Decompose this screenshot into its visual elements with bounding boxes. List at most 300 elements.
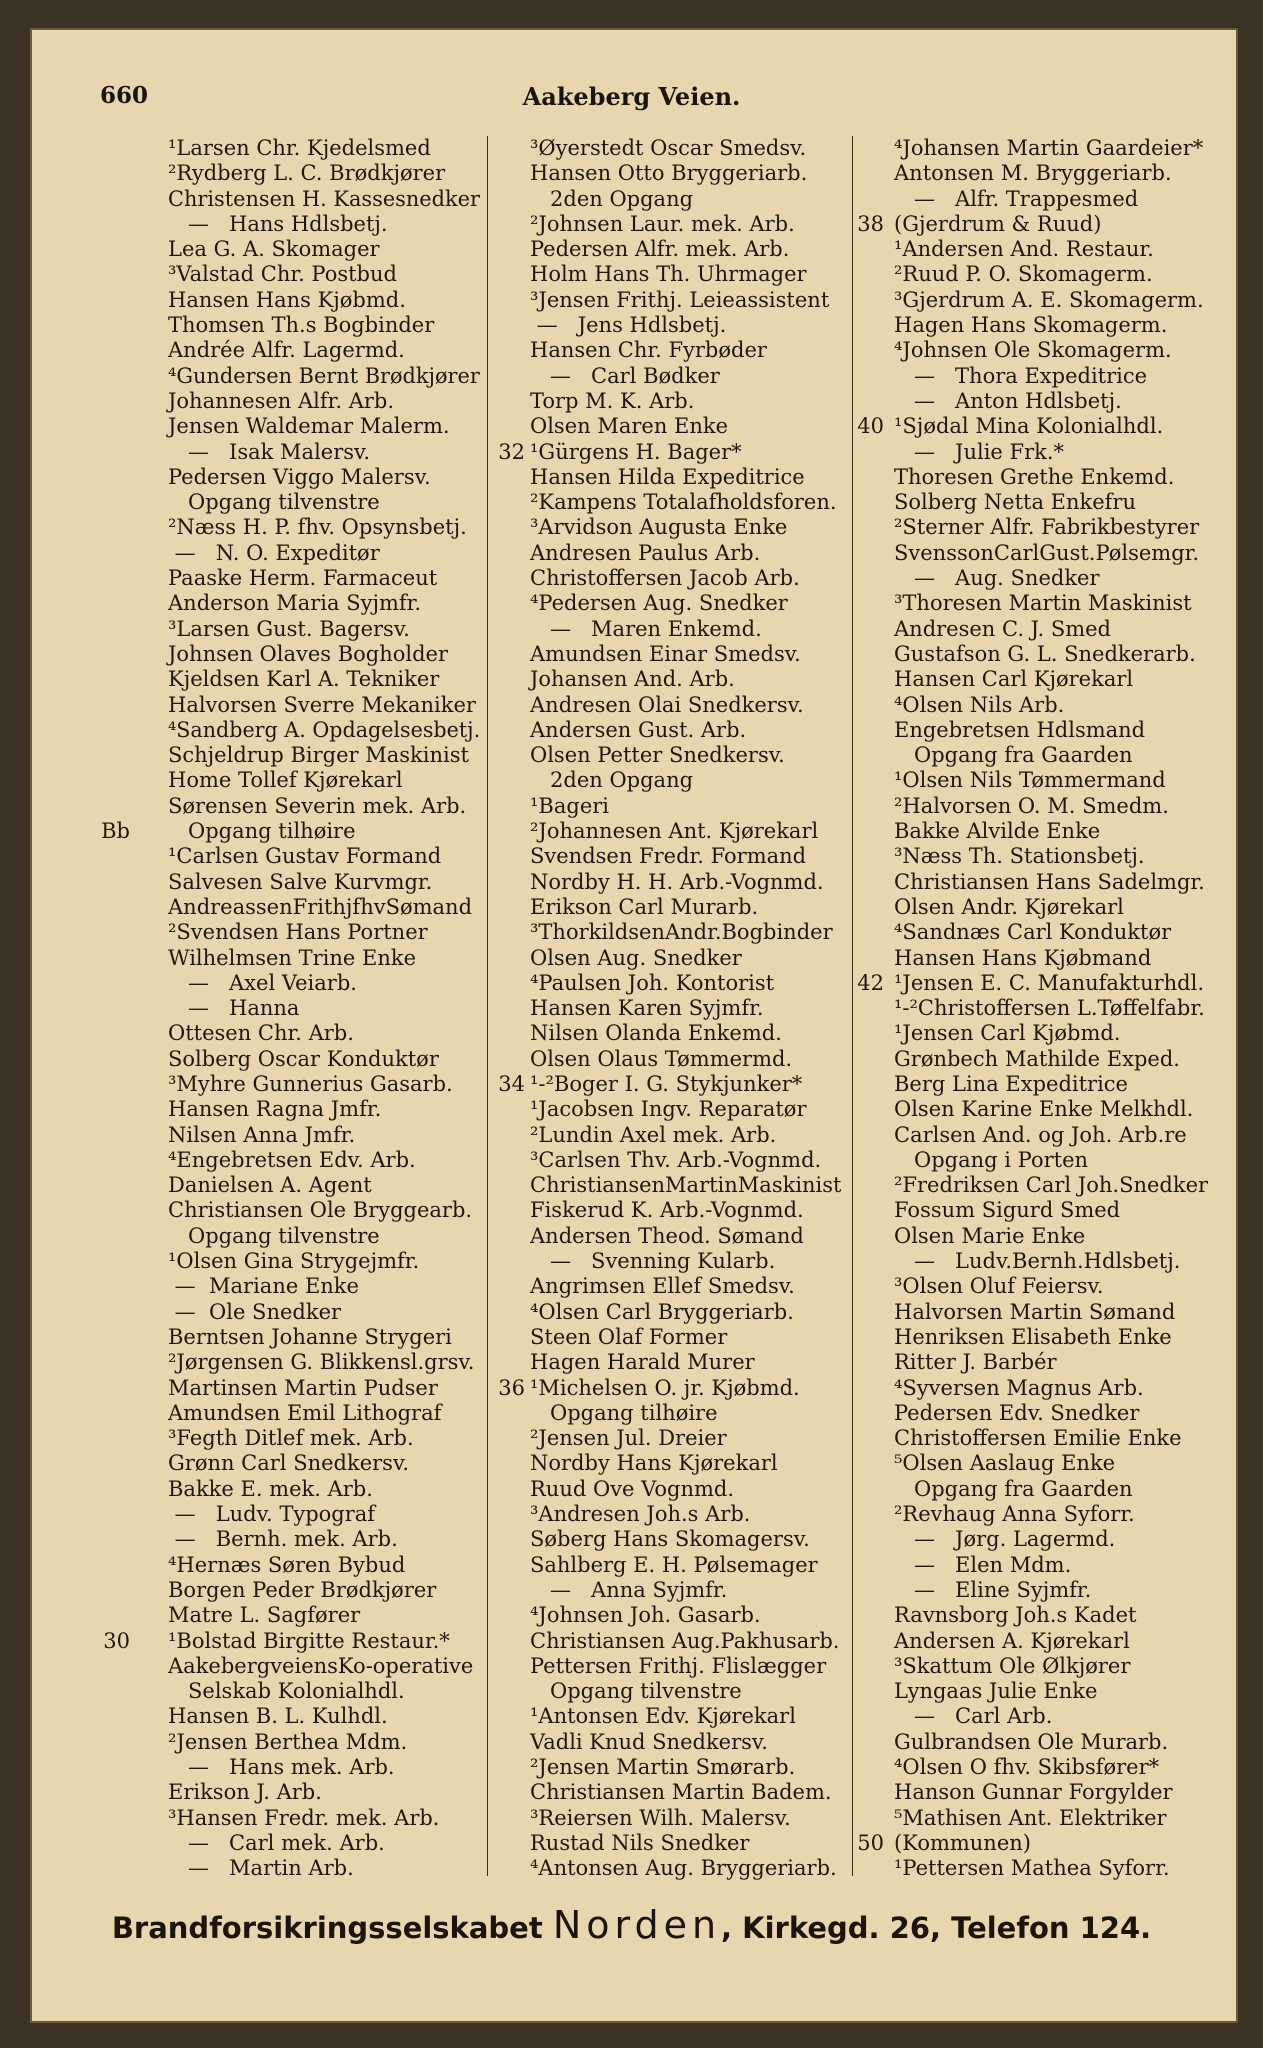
resident-text: ³Olsen Oluf Feiersv. (894, 1274, 1104, 1299)
resident-text: Hansen Chr. Fyrbøder (530, 338, 767, 363)
directory-entry (112, 1730, 484, 1755)
resident-text: ¹Pettersen Mathea Syforr. (894, 1856, 1170, 1881)
directory-entry (487, 1021, 852, 1046)
directory-entry (112, 642, 484, 667)
directory-entry (487, 1426, 852, 1451)
page-number: 660 (100, 82, 149, 109)
resident-text: Ruud Ove Vognmd. (530, 1476, 735, 1501)
directory-entry (852, 465, 1232, 490)
directory-entry (112, 161, 484, 186)
directory-entry (112, 1021, 484, 1046)
resident-text: Matre L. Sagfører (168, 1603, 361, 1628)
resident-text: Borgen Peder Brødkjører (168, 1577, 437, 1602)
directory-entry (487, 946, 852, 971)
directory-entry (487, 768, 852, 793)
directory-entry (487, 1148, 852, 1173)
resident-text: — Elen Mdm. (894, 1552, 1072, 1577)
resident-text: (Gjerdrum & Ruud) (894, 211, 1102, 236)
resident-text: ²Næss H. P. fhv. Opsynsbetj. (168, 515, 467, 540)
directory-entry (112, 1401, 484, 1426)
resident-text: — Mariane Enke (168, 1274, 359, 1299)
resident-text: ³Jensen Frithj. Leieassistent (530, 287, 830, 312)
resident-text: Rustad Nils Snedker (530, 1830, 750, 1855)
resident-text: Angrimsen Ellef Smedsv. (530, 1274, 795, 1299)
directory-entry (852, 1856, 1232, 1881)
resident-text: Schjeldrup Birger Maskinist (168, 743, 469, 768)
resident-text: ⁴Johansen Martin Gaardeier* (894, 136, 1204, 160)
resident-text: Jensen Waldemar Malerm. (168, 414, 450, 439)
directory-entry (101, 819, 484, 844)
directory-entry (487, 541, 852, 566)
directory-entry (487, 1578, 852, 1603)
resident-text: Hansen Hans Kjøbmand (894, 945, 1152, 970)
resident-text: Hansen Ragna Jmfr. (168, 1097, 382, 1122)
resident-text: Ravnsborg Joh.s Kadet (894, 1603, 1137, 1628)
resident-text: Gulbrandsen Ole Murarb. (894, 1729, 1169, 1754)
directory-entry (487, 667, 852, 692)
resident-text: — Hans Hdlsbetj. (168, 211, 388, 236)
resident-text: Kjeldsen Karl A. Tekniker (168, 667, 440, 692)
resident-text: 2den Opgang (530, 186, 694, 211)
directory-entry (112, 1047, 484, 1072)
directory-entry (487, 1072, 852, 1097)
resident-text: ²Johannesen Ant. Kjørekarl (530, 819, 819, 844)
directory-entry (112, 490, 484, 515)
resident-text: ¹Bolstad Birgitte Restaur.* (168, 1628, 450, 1653)
directory-entry (852, 1325, 1232, 1350)
directory-entry (852, 541, 1232, 566)
resident-text: ²Svendsen Hans Portner (168, 920, 428, 945)
resident-text: — Maren Enkemd. (530, 616, 762, 641)
directory-entry (487, 794, 852, 819)
resident-text: Hansen Hilda Expeditrice (530, 464, 805, 489)
directory-entry (487, 1350, 852, 1375)
resident-text: ⁴Antonsen Aug. Bryggeriarb. (530, 1856, 837, 1881)
directory-entry (852, 1704, 1232, 1729)
directory-entry (487, 465, 852, 490)
directory-entry (852, 946, 1232, 971)
resident-text: Hagen Hans Skomagerm. (894, 313, 1168, 338)
directory-entry (112, 440, 484, 465)
directory-entry (487, 1629, 852, 1654)
directory-entry (487, 1198, 852, 1223)
directory-entry (112, 1527, 484, 1552)
directory-entry (852, 971, 1232, 996)
directory-entry (112, 1198, 484, 1223)
resident-text: Nilsen Olanda Enkemd. (530, 1021, 782, 1046)
resident-text: Lyngaas Julie Enke (894, 1679, 1098, 1704)
resident-text: Opgang tilhøire (530, 1400, 718, 1425)
directory-entry (852, 1679, 1232, 1704)
directory-entry (487, 414, 852, 439)
resident-text: Fossum Sigurd Smed (894, 1198, 1121, 1223)
resident-text: ²Ruud P. O. Skomagerm. (894, 262, 1153, 287)
house-number: 34 (498, 1071, 525, 1096)
resident-text: Olsen Karine Enke Melkhdl. (894, 1097, 1194, 1122)
resident-text: Berntsen Johanne Strygeri (168, 1324, 452, 1349)
directory-entry (103, 1628, 484, 1654)
directory-entry (112, 1502, 484, 1527)
resident-text: ¹Olsen Gina Strygejmfr. (168, 1249, 420, 1274)
resident-text: ²Jensen Jul. Dreier (530, 1426, 727, 1451)
directory-entry (852, 136, 1232, 161)
directory-entry (852, 338, 1232, 363)
directory-entry (487, 440, 852, 465)
resident-text: — Jørg. Lagermd. (894, 1527, 1116, 1552)
house-number: Bb (101, 819, 130, 844)
directory-entry (487, 895, 852, 920)
resident-text: Pettersen Frithj. Flislægger (530, 1653, 827, 1678)
resident-text: Opgang fra Gaarden (894, 743, 1133, 768)
resident-text: — Carl Bødker (530, 363, 720, 388)
resident-text: Ritter J. Barbér (894, 1350, 1057, 1375)
directory-entry (112, 768, 484, 793)
directory-entry (112, 920, 484, 945)
resident-text: — Hans mek. Arb. (168, 1755, 395, 1779)
resident-text: Erikson J. Arb. (168, 1780, 322, 1805)
resident-text: ¹Olsen Nils Tømmermand (894, 768, 1166, 793)
resident-text: ⁴Olsen O fhv. Skibsfører* (894, 1755, 1160, 1779)
directory-entry (112, 667, 484, 692)
resident-text: Carlsen And. og Joh. Arb.re (894, 1122, 1187, 1147)
directory-entry (112, 338, 484, 363)
directory-entry (852, 718, 1232, 743)
resident-text: Christensen H. Kassesnedker (168, 186, 480, 211)
directory-entry (112, 1780, 484, 1805)
resident-text: — Anton Hdlsbetj. (894, 388, 1122, 413)
directory-entry (852, 667, 1232, 692)
directory-entry (487, 1553, 852, 1578)
resident-text: Hansen B. L. Kulhdl. (168, 1704, 388, 1729)
resident-text: Christiansen Aug.Pakhusarb. (530, 1628, 840, 1653)
directory-entry (852, 212, 1232, 237)
directory-entry (112, 1856, 484, 1881)
house-number: 50 (857, 1830, 884, 1855)
resident-text: Vadli Knud Snedkersv. (530, 1729, 768, 1754)
resident-text: ³ThorkildsenAndr.Bogbinder (530, 920, 833, 945)
directory-entry (112, 515, 484, 540)
resident-text: Andresen Olai Snedkersv. (530, 692, 804, 717)
directory-entry (487, 187, 852, 212)
directory-entry (112, 1224, 484, 1249)
directory-entry (112, 566, 484, 591)
directory-entry (112, 313, 484, 338)
directory-entry (112, 237, 484, 262)
directory-entry (852, 1730, 1232, 1755)
directory-entry (487, 1047, 852, 1072)
resident-text: ⁴Sandberg A. Opdagelsesbetj. (168, 717, 481, 742)
resident-text: ⁵Mathisen Ant. Elektriker (894, 1805, 1167, 1830)
directory-entry (487, 1603, 852, 1628)
resident-text: ¹Antonsen Edv. Kjørekarl (530, 1704, 796, 1729)
directory-entry (112, 617, 484, 642)
resident-text: (Kommunen) (894, 1830, 1031, 1855)
directory-entry (487, 1173, 852, 1198)
directory-entry (487, 1249, 852, 1274)
directory-entry (112, 1654, 484, 1679)
resident-text: Nordby H. H. Arb.-Vognmd. (530, 869, 824, 894)
directory-entry (112, 1072, 484, 1097)
resident-text: ⁴Hernæs Søren Bybud (168, 1552, 406, 1577)
directory-entry (112, 1148, 484, 1173)
resident-text: Opgang i Porten (894, 1147, 1089, 1172)
resident-text: Opgang tilvenstre (168, 490, 380, 515)
resident-text: ³Arvidson Augusta Enke (530, 515, 788, 540)
resident-text: AndreassenFrithjfhvSømand (168, 894, 473, 919)
resident-text: ⁴Johnsen Ole Skomagerm. (894, 338, 1172, 363)
resident-text: Olsen Maren Enke (530, 414, 729, 439)
directory-entry (112, 718, 484, 743)
directory-entry (852, 693, 1232, 718)
resident-text: ¹-²Christoffersen L.Tøffelfabr. (894, 996, 1205, 1021)
resident-text: — Ole Snedker (168, 1299, 342, 1324)
resident-text: Holm Hans Th. Uhrmager (530, 262, 807, 287)
directory-entry (487, 1679, 852, 1704)
resident-text: ³Carlsen Thv. Arb.-Vognmd. (530, 1147, 822, 1172)
resident-text: — N. O. Expeditør (168, 540, 380, 565)
house-number: 30 (103, 1628, 130, 1653)
resident-text: Solberg Netta Enkefru (894, 490, 1136, 515)
resident-text: Torp M. K. Arb. (530, 388, 695, 413)
directory-entry (112, 1451, 484, 1476)
resident-text: Berg Lina Expeditrice (894, 1071, 1128, 1096)
directory-entry (487, 389, 852, 414)
resident-text: — Thora Expeditrice (894, 363, 1148, 388)
resident-text: Pedersen Edv. Snedker (894, 1400, 1140, 1425)
resident-text: Christiansen Ole Bryggearb. (168, 1198, 473, 1223)
directory-entry (487, 743, 852, 768)
directory-entry (852, 920, 1232, 945)
resident-text: ¹-²Boger I. G. Stykjunker* (530, 1071, 803, 1096)
directory-entry (852, 566, 1232, 591)
directory-entry (112, 1325, 484, 1350)
directory-entry (852, 1123, 1232, 1148)
resident-text: ChristiansenMartinMaskinist (530, 1173, 842, 1198)
directory-entry (112, 541, 484, 566)
resident-text: Wilhelmsen Trine Enke (168, 945, 417, 970)
directory-entry (852, 1401, 1232, 1426)
directory-entry (112, 1426, 484, 1451)
directory-entry (852, 743, 1232, 768)
directory-entry (487, 1704, 852, 1729)
resident-text: Anderson Maria Syjmfr. (168, 591, 422, 616)
directory-entry (852, 414, 1232, 439)
directory-entry (852, 1654, 1232, 1679)
directory-entry (112, 1350, 484, 1375)
directory-entry (852, 768, 1232, 793)
directory-entry (852, 187, 1232, 212)
directory-entry (487, 1502, 852, 1527)
directory-entry (852, 1148, 1232, 1173)
resident-text: ³Hansen Fredr. mek. Arb. (168, 1805, 440, 1830)
directory-entry (487, 313, 852, 338)
resident-text: ²Jensen Martin Smørarb. (530, 1755, 796, 1779)
resident-text: Søberg Hans Skomagersv. (530, 1527, 810, 1552)
directory-entry (852, 440, 1232, 465)
resident-text: Olsen Aug. Snedker (530, 945, 742, 970)
resident-text: ⁴Pedersen Aug. Snedker (530, 591, 788, 616)
resident-text: Hansen Hans Kjøbmd. (168, 287, 406, 312)
directory-entry (487, 819, 852, 844)
directory-entry (487, 920, 852, 945)
resident-text: 2den Opgang (530, 768, 694, 793)
resident-text: ¹Andersen And. Restaur. (894, 237, 1154, 262)
directory-entry (112, 1300, 484, 1325)
footer-address: , Kirkegd. 26, Telefon 124. (721, 1911, 1152, 1945)
resident-text: — Ludv.Bernh.Hdlsbetj. (894, 1249, 1181, 1274)
directory-entry (852, 1451, 1232, 1476)
resident-text: ⁴Sandnæs Carl Konduktør (894, 920, 1172, 945)
resident-text: ²Jørgensen G. Blikkensl.grsv. (168, 1350, 475, 1375)
directory-entry (487, 1300, 852, 1325)
resident-text: Amundsen Einar Smedsv. (530, 641, 801, 666)
directory-entry (852, 844, 1232, 869)
directory-entry (852, 1274, 1232, 1299)
directory-entry (852, 1527, 1232, 1552)
resident-text: ¹Sjødal Mina Kolonialhdl. (894, 414, 1164, 439)
resident-text: ²Fredriksen Carl Joh.Snedker (894, 1173, 1209, 1198)
directory-entry (487, 996, 852, 1021)
resident-text: ³Thoresen Martin Maskinist (894, 591, 1192, 616)
directory-entry (487, 642, 852, 667)
resident-text: Grønn Carl Snedkersv. (168, 1451, 409, 1476)
directory-entry (112, 212, 484, 237)
directory-entry (112, 136, 484, 161)
directory-entry (852, 1249, 1232, 1274)
resident-text: Olsen Marie Enke (894, 1223, 1086, 1248)
directory-entry (112, 844, 484, 869)
directory-entry (852, 1578, 1232, 1603)
directory-entry (112, 465, 484, 490)
directory-entry (852, 288, 1232, 313)
resident-text: SvenssonCarlGust.Pølsemgr. (894, 540, 1200, 565)
directory-entry (487, 490, 852, 515)
resident-text: Johansen And. Arb. (530, 667, 735, 692)
directory-entry (852, 1198, 1232, 1223)
resident-text: ³Larsen Gust. Bagersv. (168, 616, 410, 641)
directory-entry (852, 237, 1232, 262)
resident-text: Christiansen Hans Sadelmgr. (894, 869, 1205, 894)
resident-text: Opgang tilhøire (168, 819, 356, 844)
directory-entry (852, 1553, 1232, 1578)
resident-text: Selskab Kolonialhdl. (168, 1679, 405, 1704)
directory-entry (112, 1831, 484, 1856)
resident-text: Bakke Alvilde Enke (894, 819, 1101, 844)
column-2 (487, 136, 852, 1881)
resident-text: — Axel Veiarb. (168, 970, 357, 995)
directory-entry (487, 1730, 852, 1755)
resident-text: ²Lundin Axel mek. Arb. (530, 1122, 777, 1147)
directory-entry (852, 161, 1232, 186)
directory-entry (112, 1477, 484, 1502)
resident-text: ³Fegth Ditlef mek. Arb. (168, 1426, 414, 1451)
resident-text: Nilsen Anna Jmfr. (168, 1122, 356, 1147)
resident-text: ⁴Gundersen Bernt Brødkjører (168, 363, 480, 388)
resident-text: ²Rydberg L. C. Brødkjører (168, 161, 446, 186)
resident-text: — Julie Frk.* (894, 439, 1065, 464)
resident-text: Lea G. A. Skomager (168, 237, 380, 262)
resident-text: ³Øyerstedt Oscar Smedsv. (530, 136, 807, 160)
resident-text: Hansen Karen Syjmfr. (530, 996, 764, 1021)
resident-text: Thomsen Th.s Bogbinder (168, 313, 435, 338)
directory-entry (112, 1679, 484, 1704)
resident-text: ³Skattum Ole Ølkjører (894, 1653, 1131, 1678)
resident-text: Danielsen A. Agent (168, 1173, 372, 1198)
resident-text: Home Tollef Kjørekarl (168, 768, 403, 793)
directory-entry (852, 794, 1232, 819)
resident-text: Henriksen Elisabeth Enke (894, 1324, 1172, 1349)
directory-entry (487, 718, 852, 743)
house-number: 38 (857, 211, 884, 236)
resident-text: Andrée Alfr. Lagermd. (168, 338, 405, 363)
resident-text: Andresen Paulus Arb. (530, 540, 761, 565)
directory-entry (112, 1755, 484, 1780)
resident-text: ⁴Syversen Magnus Arb. (894, 1375, 1144, 1400)
resident-text: Pedersen Viggo Malersv. (168, 464, 431, 489)
resident-text: ⁴Johnsen Joh. Gasarb. (530, 1603, 761, 1628)
footer-company-name: Norden (552, 1903, 722, 1947)
resident-text: ³Gjerdrum A. E. Skomagerm. (894, 287, 1204, 312)
resident-text: Antonsen M. Bryggeriarb. (894, 161, 1172, 186)
resident-text: Johannesen Alfr. Arb. (168, 388, 395, 413)
directory-entry (852, 389, 1232, 414)
resident-text: Christiansen Martin Badem. (530, 1780, 832, 1805)
resident-text: Thoresen Grethe Enkemd. (894, 464, 1175, 489)
resident-text: ⁴Engebretsen Edv. Arb. (168, 1147, 416, 1172)
resident-text: Gustafson G. L. Snedkerarb. (894, 641, 1196, 666)
resident-text: Hansen Carl Kjørekarl (894, 667, 1134, 692)
resident-text: ³Myhre Gunnerius Gasarb. (168, 1071, 453, 1096)
resident-text: Opgang tilvenstre (530, 1679, 742, 1704)
directory-entry (487, 515, 852, 540)
column-3 (852, 136, 1232, 1881)
resident-text: — Hanna (168, 996, 300, 1021)
directory-entry (487, 1755, 852, 1780)
directory-entry (487, 1376, 852, 1401)
directory-entry (487, 1477, 852, 1502)
directory-entry (487, 693, 852, 718)
directory-entry (852, 1097, 1232, 1122)
resident-text: — Svenning Kularb. (530, 1249, 776, 1274)
directory-entry (487, 870, 852, 895)
resident-text: ²Sterner Alfr. Fabrikbestyrer (894, 515, 1200, 540)
directory-entry (487, 364, 852, 389)
resident-text: Grønbech Mathilde Exped. (894, 1046, 1180, 1071)
directory-entry (112, 693, 484, 718)
resident-text: ¹Jensen Carl Kjøbmd. (894, 1021, 1121, 1046)
resident-text: Andresen C. J. Smed (894, 616, 1111, 641)
resident-text: ⁵Olsen Aaslaug Enke (894, 1451, 1116, 1476)
resident-text: Andersen Gust. Arb. (530, 717, 747, 742)
resident-text: — Carl Arb. (894, 1704, 1053, 1729)
directory-entry (487, 844, 852, 869)
directory-entry (112, 895, 484, 920)
resident-text: ³Reiersen Wilh. Malersv. (530, 1805, 791, 1830)
resident-text: Sørensen Severin mek. Arb. (168, 793, 467, 818)
directory-entry (852, 1831, 1232, 1856)
footer-prefix: Brandforsikringsselskabet (111, 1911, 553, 1945)
directory-entry (112, 870, 484, 895)
directory-entry (852, 819, 1232, 844)
directory-entry (487, 237, 852, 262)
house-number: 32 (498, 439, 525, 464)
directory-entry (112, 996, 484, 1021)
directory-entry (852, 1780, 1232, 1805)
resident-text: ¹Jacobsen Ingv. Reparatør (530, 1097, 807, 1122)
directory-entry (487, 1527, 852, 1552)
directory-entry (112, 1578, 484, 1603)
directory-entry (112, 262, 484, 287)
